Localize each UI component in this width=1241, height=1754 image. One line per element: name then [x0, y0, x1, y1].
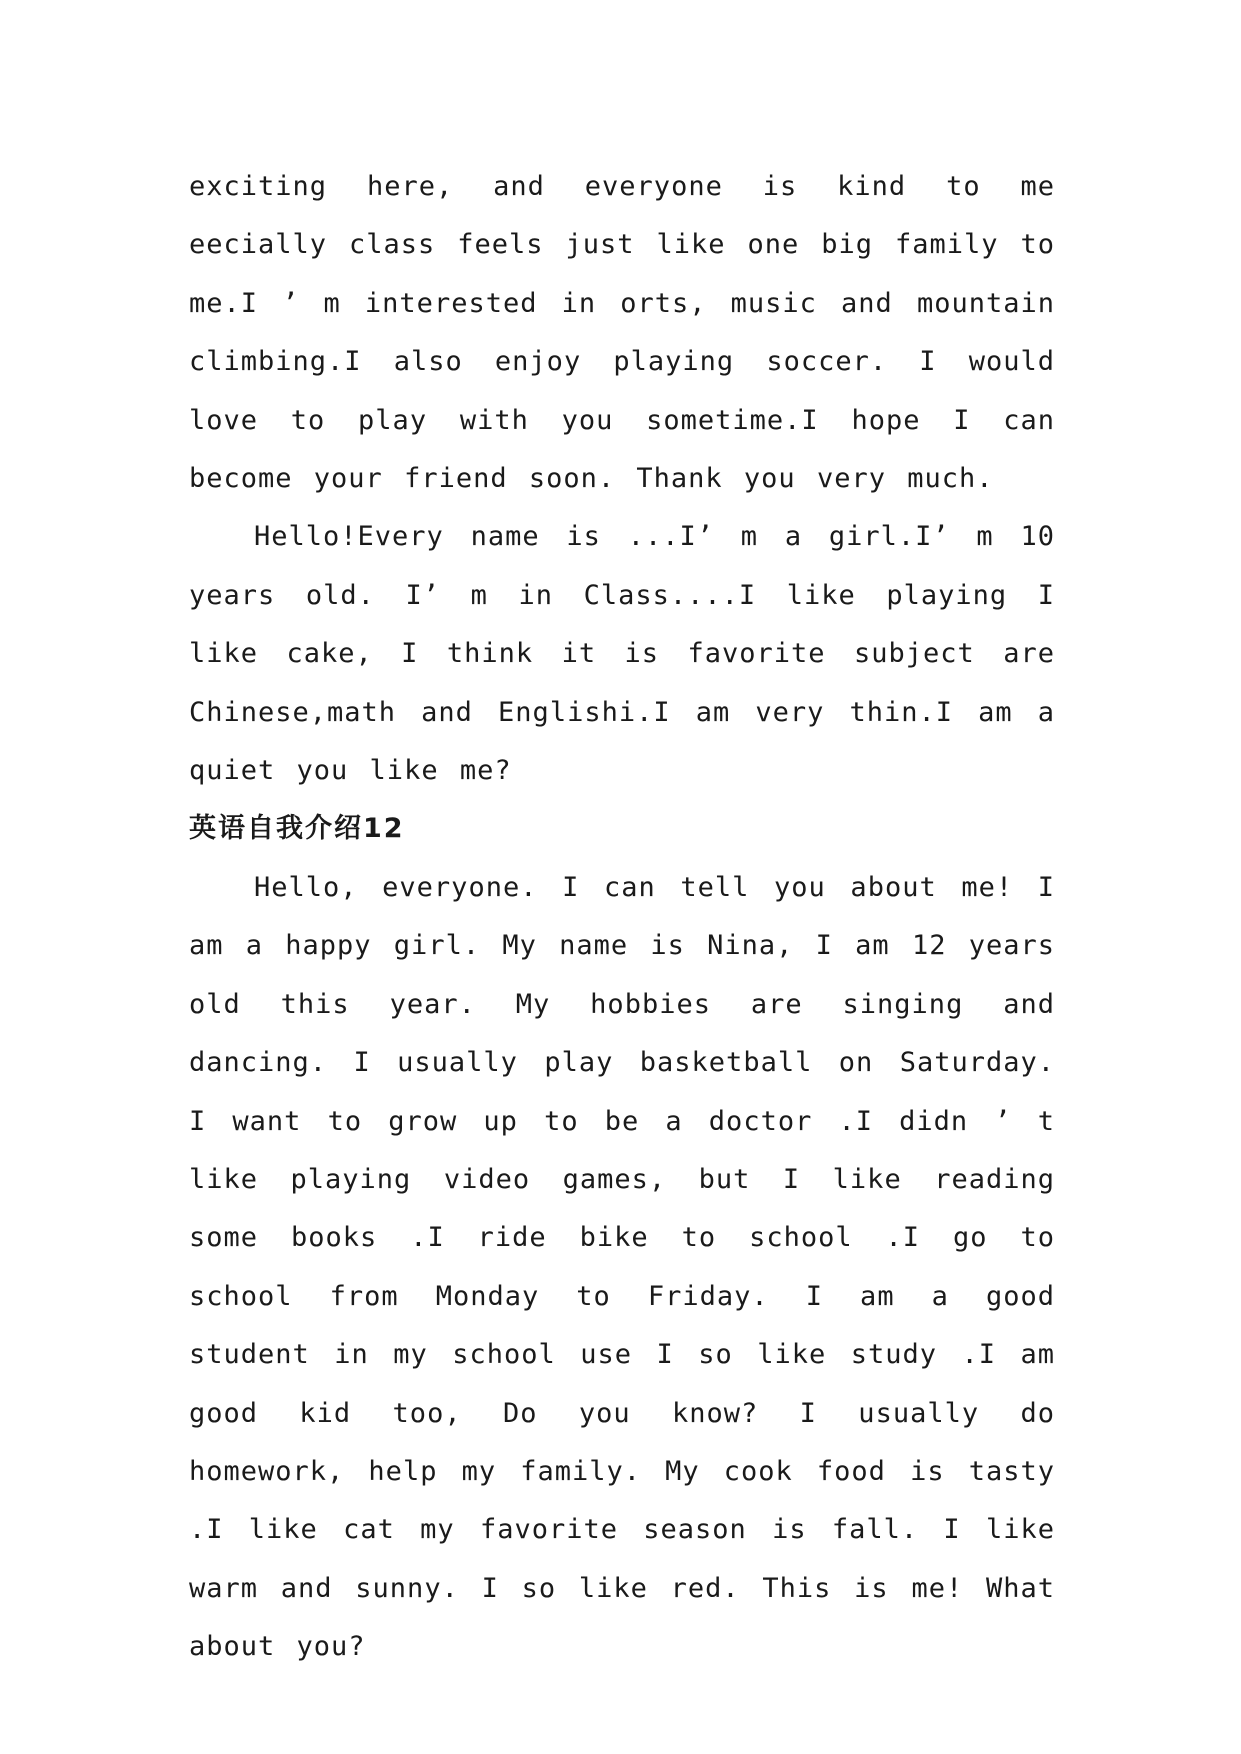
paragraph-continuation: exciting here, and everyone is kind to me eecially class feels just like one big family to me.I ’ m interested in orts, music and mountain climbing.I also enjoy playing soccer. I would love to play with you sometime.I hope I can become your friend soon. Thank you very much. [189, 171, 1055, 495]
paragraph-hello-intro: Hello!Every name is ...I’ m a girl.I’ m 10 years old. I’ m in Class....I like playing I like cake, I think it is favorite subject are Chinese,math and Englishi.I am very thin.I am a quiet you like me? [189, 521, 1055, 787]
paragraph-nina-intro: Hello, everyone. I can tell you about me! I am a happy girl. My name is Nina, I am 12 years old this year. My hobbies are singing and dancing. I usually play basketball on Saturday. I want to grow up to be a doctor .I didn ’ t like playing video games, but I like reading some books .I ride bike to school .I go to school from Monday to Friday. I am a good student in my school use I so like study .I am good kid too, Do you know? I usually do homework, help my family. My cook food is tasty .I like cat my favorite season is fall. I like warm and sunny. I so like red. This is me! What about you? [189, 871, 1055, 1663]
section-heading: 英语自我介绍12 [189, 813, 405, 845]
document-page [189, 158, 1055, 1677]
